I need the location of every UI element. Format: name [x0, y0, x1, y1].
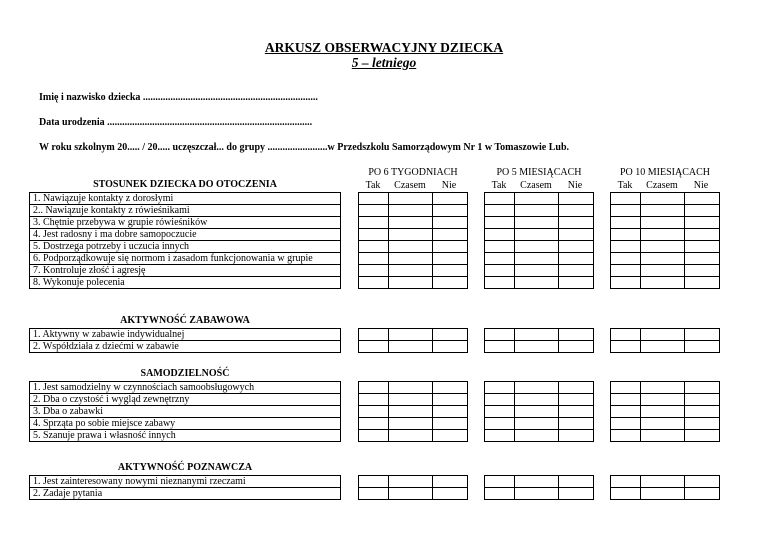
answer-cell[interactable] [611, 341, 641, 352]
answer-cell[interactable] [685, 418, 717, 429]
answer-cell[interactable] [641, 476, 685, 487]
answer-cell[interactable] [389, 193, 433, 204]
answer-header: Czasem [394, 180, 426, 191]
observation-item: 3. Dba o zabawki [30, 406, 340, 418]
answer-cell[interactable] [359, 205, 389, 216]
answer-cell[interactable] [485, 205, 515, 216]
answer-cell[interactable] [559, 265, 591, 276]
answer-cell[interactable] [515, 229, 559, 240]
answer-cell[interactable] [359, 488, 389, 499]
answer-row [359, 205, 467, 217]
period-group [358, 166, 468, 192]
answer-cell[interactable] [685, 382, 717, 393]
observation-item: 7. Kontroluje złość i agresję [30, 265, 340, 277]
answer-header: Tak [491, 180, 507, 191]
observation-item: 1. Nawiązuje kontakty z dorosłymi [30, 193, 340, 205]
answer-cell[interactable] [641, 418, 685, 429]
answer-cell[interactable] [433, 277, 465, 288]
answer-cell[interactable] [685, 488, 717, 499]
answer-cell[interactable] [559, 229, 591, 240]
answer-row [485, 277, 593, 288]
answer-cell[interactable] [485, 241, 515, 252]
child-name-field: Imię i nazwisko dziecka ...................................................................... [39, 92, 318, 103]
answer-cell[interactable] [389, 382, 433, 393]
answer-cell[interactable] [389, 430, 433, 441]
answer-row [611, 277, 719, 288]
answer-cell[interactable] [685, 394, 717, 405]
answer-cell[interactable] [485, 329, 515, 340]
answer-cell[interactable] [359, 277, 389, 288]
answer-header: Nie [441, 180, 457, 191]
answer-cell[interactable] [685, 406, 717, 417]
answer-cell[interactable] [433, 341, 465, 352]
answer-cell[interactable] [389, 277, 433, 288]
answer-grid [610, 192, 720, 289]
observation-item: 6. Podporządkowuje się normom i zasadom funkcjonowania w grupie [30, 253, 340, 265]
answer-grid [484, 381, 594, 442]
answer-cell[interactable] [641, 229, 685, 240]
answer-cell[interactable] [359, 394, 389, 405]
answer-cell[interactable] [611, 430, 641, 441]
answer-cell[interactable] [685, 430, 717, 441]
answer-row [485, 329, 593, 341]
section-heading: STOSUNEK DZIECKA DO OTOCZENIA [93, 179, 277, 190]
answer-cell[interactable] [359, 418, 389, 429]
answer-row [359, 253, 467, 265]
answer-cell[interactable] [559, 476, 591, 487]
answer-cell[interactable] [389, 265, 433, 276]
answer-cell[interactable] [611, 406, 641, 417]
answer-row [485, 418, 593, 430]
answer-cell[interactable] [485, 253, 515, 264]
answer-row [485, 488, 593, 499]
answer-row [359, 241, 467, 253]
answer-row [485, 394, 593, 406]
answer-header: Czasem [646, 180, 678, 191]
answer-cell[interactable] [433, 193, 465, 204]
answer-row [359, 217, 467, 229]
answer-cell[interactable] [485, 430, 515, 441]
answer-cell[interactable] [641, 193, 685, 204]
answer-cell[interactable] [611, 205, 641, 216]
answer-row [359, 488, 467, 499]
answer-cell[interactable] [559, 205, 591, 216]
document-title: ARKUSZ OBSERWACYJNY DZIECKA [264, 40, 504, 55]
answer-cell[interactable] [433, 205, 465, 216]
answer-row [359, 193, 467, 205]
observation-item: 5. Dostrzega potrzeby i uczucia innych [30, 241, 340, 253]
answer-row [611, 205, 719, 217]
answer-cell[interactable] [389, 253, 433, 264]
section-heading: AKTYWNOŚĆ ZABAWOWA [120, 315, 250, 326]
answer-row [485, 476, 593, 488]
answer-cell[interactable] [359, 265, 389, 276]
answer-cell[interactable] [359, 430, 389, 441]
answer-cell[interactable] [641, 241, 685, 252]
answer-cell[interactable] [433, 430, 465, 441]
observation-item: 1. Jest samodzielny w czynnościach samoobsługowych [30, 382, 340, 394]
observation-item: 2. Zadaje pytania [33, 488, 103, 499]
answer-cell[interactable] [685, 341, 717, 352]
answer-cell[interactable] [433, 394, 465, 405]
answer-cell[interactable] [433, 382, 465, 393]
answer-cell[interactable] [611, 265, 641, 276]
answer-cell[interactable] [685, 193, 717, 204]
answer-row [359, 394, 467, 406]
answer-cell[interactable] [685, 476, 717, 487]
answer-header-row [358, 180, 468, 192]
observation-item: 1. Jest zainteresowany nowymi nieznanymi rzeczami [30, 476, 340, 488]
observation-item: 5. Szanuje prawa i własność innych [33, 430, 176, 441]
answer-cell[interactable] [359, 382, 389, 393]
section-rows [29, 328, 341, 353]
document-subtitle: 5 – letniego [351, 55, 417, 70]
answer-cell[interactable] [515, 217, 559, 228]
answer-row [485, 341, 593, 352]
answer-cell[interactable] [485, 277, 515, 288]
answer-cell[interactable] [485, 382, 515, 393]
answer-cell[interactable] [641, 488, 685, 499]
answer-row [611, 193, 719, 205]
answer-row [611, 430, 719, 441]
answer-grid [358, 328, 468, 353]
answer-cell[interactable] [559, 341, 591, 352]
answer-row [485, 382, 593, 394]
answer-cell[interactable] [485, 229, 515, 240]
answer-cell[interactable] [485, 193, 515, 204]
answer-grid [484, 475, 594, 500]
answer-row [359, 418, 467, 430]
answer-cell[interactable] [685, 241, 717, 252]
answer-cell[interactable] [389, 341, 433, 352]
answer-row [611, 476, 719, 488]
answer-row [359, 382, 467, 394]
answer-cell[interactable] [559, 418, 591, 429]
answer-cell[interactable] [389, 229, 433, 240]
section-rows [29, 381, 341, 442]
answer-cell[interactable] [641, 382, 685, 393]
answer-cell[interactable] [611, 253, 641, 264]
answer-row [611, 265, 719, 277]
answer-cell[interactable] [641, 406, 685, 417]
observation-item: 2. Współdziała z dziećmi w zabawie [33, 341, 179, 352]
answer-cell[interactable] [611, 229, 641, 240]
answer-cell[interactable] [389, 205, 433, 216]
observation-item: 2.. Nawiązuje kontakty z rówieśnikami [30, 205, 340, 217]
answer-row [359, 341, 467, 352]
answer-cell[interactable] [485, 476, 515, 487]
birth-date-field: Data urodzenia .................................................................................. [39, 117, 313, 128]
answer-cell[interactable] [433, 418, 465, 429]
answer-cell[interactable] [559, 193, 591, 204]
answer-grid [610, 328, 720, 353]
answer-cell[interactable] [559, 277, 591, 288]
school-year-field: W roku szkolnym 20..... / 20..... uczęszczał... do grupy ........................w Przedszkolu Samorządowym Nr 1 w Tomaszowie Lub. [39, 142, 570, 153]
answer-cell[interactable] [641, 253, 685, 264]
answer-cell[interactable] [685, 265, 717, 276]
answer-cell[interactable] [389, 476, 433, 487]
answer-cell[interactable] [611, 476, 641, 487]
answer-cell[interactable] [389, 418, 433, 429]
answer-cell[interactable] [485, 406, 515, 417]
answer-row [359, 329, 467, 341]
answer-row [485, 430, 593, 441]
observation-item: 3. Chętnie przebywa w grupie rówieśników [30, 217, 340, 229]
answer-cell[interactable] [685, 217, 717, 228]
answer-row [359, 265, 467, 277]
answer-row [485, 217, 593, 229]
section [29, 460, 341, 500]
answer-cell[interactable] [485, 418, 515, 429]
answer-row [611, 341, 719, 352]
answer-cell[interactable] [515, 205, 559, 216]
observation-item: 1. Aktywny w zabawie indywidualnej [30, 329, 340, 341]
answer-grid [484, 192, 594, 289]
answer-cell[interactable] [559, 382, 591, 393]
answer-cell[interactable] [433, 241, 465, 252]
answer-row [611, 241, 719, 253]
answer-grid [358, 381, 468, 442]
answer-cell[interactable] [359, 229, 389, 240]
answer-cell[interactable] [559, 406, 591, 417]
answer-row [611, 406, 719, 418]
period-header: PO 5 MIESIĄCACH [496, 167, 582, 178]
answer-header: Czasem [520, 180, 552, 191]
answer-cell[interactable] [433, 265, 465, 276]
answer-cell[interactable] [515, 329, 559, 340]
answer-cell[interactable] [359, 217, 389, 228]
answer-cell[interactable] [389, 241, 433, 252]
answer-cell[interactable] [359, 406, 389, 417]
answer-cell[interactable] [641, 394, 685, 405]
answer-row [359, 430, 467, 441]
answer-row [611, 253, 719, 265]
section-heading: SAMODZIELNOŚĆ [140, 368, 230, 379]
answer-grid [610, 475, 720, 500]
answer-cell[interactable] [359, 476, 389, 487]
answer-cell[interactable] [359, 241, 389, 252]
answer-row [611, 217, 719, 229]
answer-header-row [610, 180, 720, 192]
period-header: PO 6 TYGODNIACH [368, 167, 458, 178]
answer-cell[interactable] [641, 205, 685, 216]
answer-cell[interactable] [485, 217, 515, 228]
section [29, 313, 341, 353]
answer-cell[interactable] [641, 430, 685, 441]
answer-cell[interactable] [389, 394, 433, 405]
answer-cell[interactable] [685, 205, 717, 216]
answer-cell[interactable] [559, 430, 591, 441]
answer-cell[interactable] [559, 217, 591, 228]
answer-cell[interactable] [559, 488, 591, 499]
observation-item: 4. Jest radosny i ma dobre samopoczucie [30, 229, 340, 241]
answer-cell[interactable] [389, 329, 433, 340]
answer-cell[interactable] [515, 476, 559, 487]
answer-row [611, 229, 719, 241]
answer-cell[interactable] [515, 418, 559, 429]
observation-item: 8. Wykonuje polecenia [33, 277, 125, 288]
section [29, 366, 341, 442]
answer-cell[interactable] [611, 488, 641, 499]
answer-cell[interactable] [641, 341, 685, 352]
answer-header: Nie [693, 180, 709, 191]
answer-cell[interactable] [433, 476, 465, 487]
answer-cell[interactable] [685, 329, 717, 340]
answer-cell[interactable] [359, 341, 389, 352]
answer-cell[interactable] [389, 217, 433, 228]
answer-cell[interactable] [641, 277, 685, 288]
answer-row [359, 229, 467, 241]
period-header: PO 10 MIESIĄCACH [619, 167, 710, 178]
answer-cell[interactable] [611, 418, 641, 429]
answer-row [359, 406, 467, 418]
answer-cell[interactable] [641, 329, 685, 340]
answer-cell[interactable] [515, 430, 559, 441]
answer-cell[interactable] [559, 241, 591, 252]
answer-cell[interactable] [433, 406, 465, 417]
answer-cell[interactable] [485, 265, 515, 276]
answer-row [485, 193, 593, 205]
answer-cell[interactable] [485, 488, 515, 499]
answer-cell[interactable] [611, 329, 641, 340]
answer-cell[interactable] [515, 193, 559, 204]
answer-row [485, 406, 593, 418]
answer-row [611, 488, 719, 499]
answer-cell[interactable] [641, 217, 685, 228]
answer-cell[interactable] [359, 253, 389, 264]
answer-cell[interactable] [515, 241, 559, 252]
answer-row [485, 265, 593, 277]
observation-item: 2. Dba o czystość i wygląd zewnętrzny [30, 394, 340, 406]
answer-row [485, 253, 593, 265]
section [29, 177, 341, 289]
answer-cell[interactable] [641, 265, 685, 276]
observation-item: 4. Sprząta po sobie miejsce zabawy [30, 418, 340, 430]
answer-header: Nie [567, 180, 583, 191]
answer-cell[interactable] [685, 277, 717, 288]
answer-cell[interactable] [611, 217, 641, 228]
answer-grid [610, 381, 720, 442]
answer-cell[interactable] [611, 241, 641, 252]
answer-cell[interactable] [685, 229, 717, 240]
answer-row [611, 329, 719, 341]
answer-cell[interactable] [359, 193, 389, 204]
section-heading: AKTYWNOŚĆ POZNAWCZA [117, 462, 253, 473]
answer-row [485, 241, 593, 253]
answer-cell[interactable] [515, 253, 559, 264]
answer-cell[interactable] [485, 394, 515, 405]
section-rows [29, 475, 341, 500]
answer-cell[interactable] [559, 253, 591, 264]
answer-cell[interactable] [611, 193, 641, 204]
answer-grid [358, 192, 468, 289]
answer-cell[interactable] [611, 394, 641, 405]
answer-cell[interactable] [559, 394, 591, 405]
answer-cell[interactable] [611, 277, 641, 288]
answer-cell[interactable] [433, 253, 465, 264]
period-group [610, 166, 720, 192]
answer-cell[interactable] [389, 488, 433, 499]
answer-cell[interactable] [515, 488, 559, 499]
answer-cell[interactable] [515, 265, 559, 276]
answer-header: Tak [617, 180, 633, 191]
answer-cell[interactable] [433, 488, 465, 499]
answer-grid [484, 328, 594, 353]
answer-row [611, 382, 719, 394]
answer-cell[interactable] [559, 329, 591, 340]
answer-cell[interactable] [485, 341, 515, 352]
answer-grid [358, 475, 468, 500]
answer-row [485, 229, 593, 241]
answer-header-row [484, 180, 594, 192]
answer-cell[interactable] [433, 329, 465, 340]
answer-header: Tak [365, 180, 381, 191]
answer-cell[interactable] [515, 341, 559, 352]
answer-cell[interactable] [433, 229, 465, 240]
answer-cell[interactable] [685, 253, 717, 264]
answer-row [359, 476, 467, 488]
answer-cell[interactable] [515, 382, 559, 393]
answer-cell[interactable] [611, 382, 641, 393]
answer-cell[interactable] [359, 329, 389, 340]
answer-cell[interactable] [515, 277, 559, 288]
answer-row [359, 277, 467, 288]
section-rows [29, 192, 341, 289]
period-group [484, 166, 594, 192]
answer-row [485, 205, 593, 217]
answer-cell[interactable] [515, 406, 559, 417]
answer-row [611, 394, 719, 406]
answer-row [611, 418, 719, 430]
answer-cell[interactable] [389, 406, 433, 417]
answer-cell[interactable] [515, 394, 559, 405]
answer-cell[interactable] [433, 217, 465, 228]
